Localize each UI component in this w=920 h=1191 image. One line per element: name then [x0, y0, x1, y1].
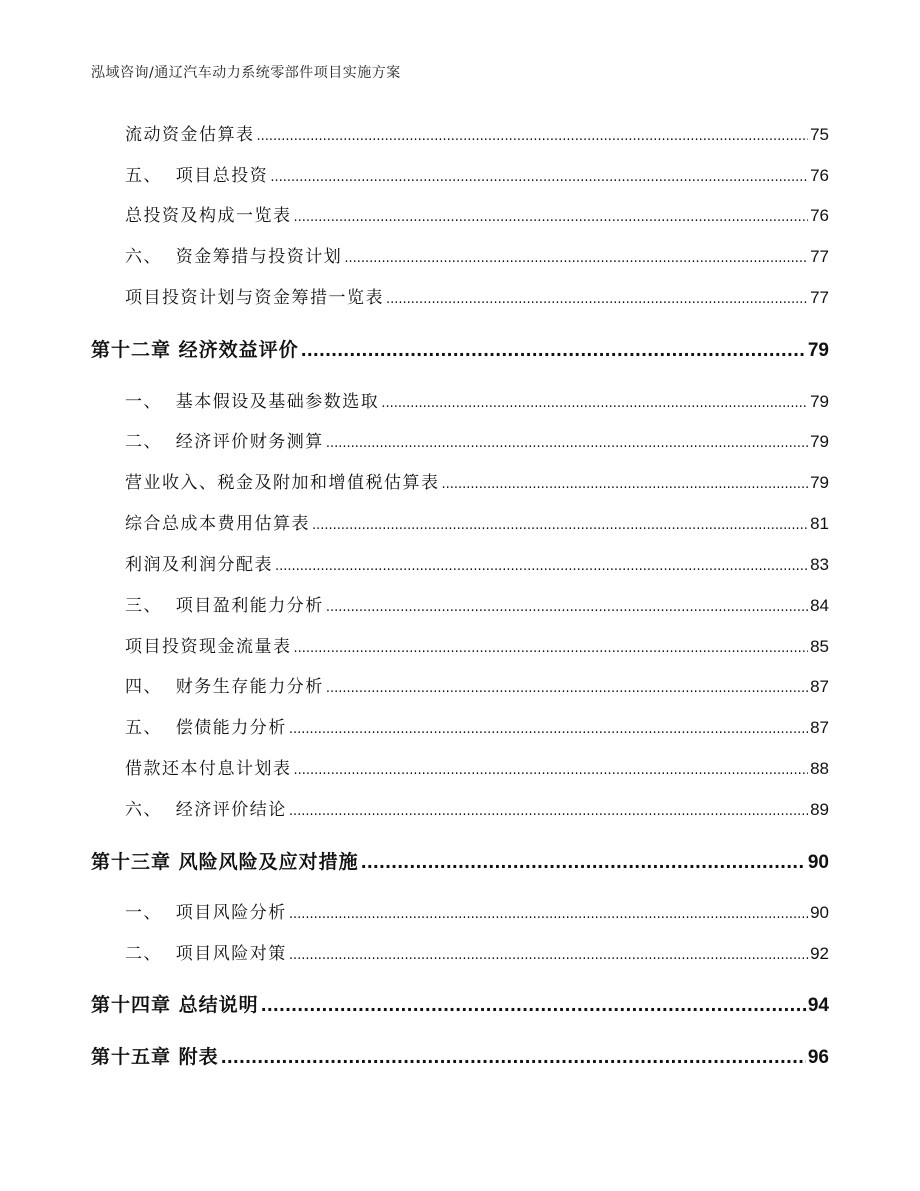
toc-entry-title: 六、 资金筹措与投资计划: [125, 247, 343, 267]
toc-entry-title: 项目投资计划与资金筹措一览表: [125, 288, 384, 308]
toc-dot-leader: [301, 338, 806, 364]
toc-entry-title: 流动资金估算表: [125, 125, 255, 145]
toc-chapter-page: 79: [807, 340, 829, 361]
toc-entry[interactable]: [125, 122, 829, 148]
toc-entry-title: 四、 财务生存能力分析: [125, 677, 324, 697]
toc-entry-page: 81: [810, 514, 829, 533]
toc-entry[interactable]: [125, 552, 829, 578]
toc-dot-leader: [442, 472, 809, 498]
toc-dot-leader: [270, 165, 808, 191]
toc-entry-title: 五、 项目总投资: [125, 166, 269, 186]
toc-dot-leader: [294, 205, 809, 231]
toc-entry-page: 75: [810, 125, 829, 144]
toc-entry-page: 89: [810, 800, 829, 819]
toc-dot-leader: [326, 595, 808, 621]
toc-chapter-title: 第十四章 总结说明: [91, 994, 259, 1016]
toc-entry[interactable]: [125, 244, 829, 270]
toc-dot-leader: [289, 717, 808, 743]
toc-entry-title: 三、 项目盈利能力分析: [125, 596, 324, 616]
toc-dot-leader: [344, 246, 808, 272]
toc-dot-leader: [289, 902, 808, 928]
toc-entry[interactable]: [125, 593, 829, 619]
toc-chapter-entry[interactable]: [91, 849, 829, 875]
toc-chapter-title: 第十五章 附表: [91, 1046, 219, 1068]
toc-entry[interactable]: [125, 389, 829, 415]
toc-chapter-entry[interactable]: [91, 1044, 829, 1070]
toc-entry[interactable]: [125, 715, 829, 741]
toc-dot-leader: [294, 636, 809, 662]
toc-entry[interactable]: [125, 429, 829, 455]
toc-entry-title: 综合总成本费用估算表: [125, 514, 310, 534]
toc-entry[interactable]: [125, 941, 829, 967]
toc-entry-page: 84: [810, 596, 829, 615]
toc-entry-title: 借款还本付息计划表: [125, 759, 292, 779]
toc-entry-page: 87: [810, 677, 829, 696]
toc-entry-page: 77: [810, 247, 829, 266]
toc-entry-page: 87: [810, 718, 829, 737]
toc-chapter-page: 96: [807, 1047, 829, 1068]
toc-entry[interactable]: [125, 203, 829, 229]
toc-dot-leader: [312, 513, 808, 539]
toc-entry-page: 79: [810, 432, 829, 451]
toc-entry[interactable]: [125, 470, 829, 496]
toc-dot-leader: [289, 799, 808, 825]
toc-chapter-page: 90: [807, 852, 829, 873]
toc-entry-title: 项目投资现金流量表: [125, 637, 292, 657]
toc-entry-title: 六、 经济评价结论: [125, 800, 287, 820]
toc-dot-leader: [257, 124, 809, 150]
toc-dot-leader: [261, 993, 806, 1019]
toc-dot-leader: [361, 850, 806, 876]
toc-entry[interactable]: [125, 634, 829, 660]
toc-entry-page: 83: [810, 555, 829, 574]
toc-entry-page: 76: [810, 166, 829, 185]
toc-entry[interactable]: [125, 163, 829, 189]
toc-entry[interactable]: [125, 674, 829, 700]
toc-entry-page: 76: [810, 206, 829, 225]
toc-dot-leader: [289, 943, 808, 969]
toc-chapter-entry[interactable]: [91, 992, 829, 1018]
toc-entry-title: 利润及利润分配表: [125, 555, 273, 575]
toc-dot-leader: [386, 287, 808, 313]
toc-dot-leader: [221, 1045, 806, 1071]
toc-entry-title: 总投资及构成一览表: [125, 206, 292, 226]
toc-entry-page: 88: [810, 759, 829, 778]
toc-entry-title: 一、 项目风险分析: [125, 903, 287, 923]
toc-entry[interactable]: [125, 285, 829, 311]
toc-entry-title: 二、 项目风险对策: [125, 944, 287, 964]
toc-entry[interactable]: [125, 797, 829, 823]
toc-entry[interactable]: [125, 756, 829, 782]
toc-entry-page: 92: [810, 944, 829, 963]
page-header: 泓域咨询/通辽汽车动力系统零部件项目实施方案: [91, 65, 401, 81]
toc-entry-page: 85: [810, 637, 829, 656]
toc-entry[interactable]: [125, 900, 829, 926]
toc-entry[interactable]: [125, 511, 829, 537]
toc-entry-title: 一、 基本假设及基础参数选取: [125, 392, 380, 412]
toc-entry-title: 营业收入、税金及附加和增值税估算表: [125, 473, 440, 493]
toc-dot-leader: [381, 391, 808, 417]
toc-dot-leader: [294, 758, 809, 784]
toc-entry-page: 79: [810, 473, 829, 492]
toc-chapter-title: 第十二章 经济效益评价: [91, 339, 299, 361]
toc-dot-leader: [275, 554, 808, 580]
toc-entry-page: 90: [810, 903, 829, 922]
toc-entry-title: 五、 偿债能力分析: [125, 718, 287, 738]
toc-chapter-entry[interactable]: [91, 337, 829, 363]
toc-chapter-page: 94: [807, 995, 829, 1016]
toc-dot-leader: [326, 431, 808, 457]
toc-dot-leader: [326, 676, 808, 702]
toc-entry-page: 77: [810, 288, 829, 307]
toc-chapter-title: 第十三章 风险风险及应对措施: [91, 851, 359, 873]
toc-entry-page: 79: [810, 392, 829, 411]
toc-entry-title: 二、 经济评价财务测算: [125, 432, 324, 452]
